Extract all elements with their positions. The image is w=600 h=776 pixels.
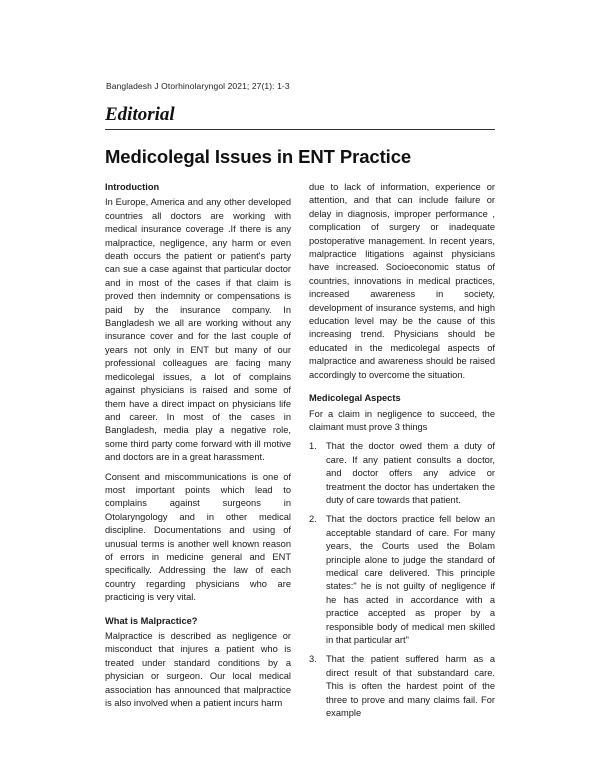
malpractice-paragraph: Malpractice is described as negligence or misconduct that injures a patient who is treated under standard conditions by a physician or surgeon. Our local medical association has announced that malpractice is also involved when a patient incurs harm bbox=[105, 631, 291, 709]
list-item-text: That the doctors practice fell below an acceptable standard of care. For many years, the Courts used the Bolam principle alone to judge the standard of medical care delivered. This principle states:" he is not guilty of negligence if he has acted in accordance with a practice accepted as proper by a responsible body of medical men skilled in that particular art" bbox=[326, 514, 495, 645]
list-item-text: That the patient suffered harm as a direct result of that substandard care. This is often the hardest point of the three to prove and many claims fail. For example bbox=[326, 654, 495, 719]
right-column bbox=[309, 181, 495, 726]
introduction-paragraph-1: In Europe, America and any other developed countries all doctors are working with medical insurance coverage .If there is any malpractice, negligence, any harm or even death occurs the patient or patient's party can sue a case against that particular doctor and in most of the cases if that claim is proved then indemnity or compensations is paid by the insurance company. In Bangladesh we all are working without any insurance cover and for the last couple of years not only in ENT but many of our professional colleagues are facing many medicolegal issues, a lot of complains against physicians is raised and some of them have a direct impact on physicians life and career. In most of the cases in Bangladesh, media play a negative role, some third party come forward with ill motive and doctors are in a great harassment. bbox=[105, 197, 291, 463]
list-item bbox=[309, 440, 495, 507]
left-column bbox=[105, 181, 291, 716]
introduction-heading: Introduction bbox=[105, 182, 160, 192]
list-item-text: That the doctor owed them a duty of care. If any patient consults a doctor, and doctor offers any advice or treatment the doctor has undertaken the duty of care towards that patient. bbox=[326, 441, 495, 505]
malpractice-continuation-paragraph: due to lack of information, experience or attention, and that can include failure or delay in diagnosis, improper performance , complication of surgery or inadequate postoperative management. In recent years, malpractice litigations against physicians have increased. Socioeconomic status of countries, innovations in medical practices, increased awareness in society, development of insurance systems, and high education level may be the cause of this increasing trend. Physicians should be educated in the medicolegal aspects of malpractice and awareness should be raised accordingly to overcome the situation. bbox=[309, 182, 495, 380]
journal-reference: Bangladesh J Otorhinolaryngol 2021; 27(1): 1-3 bbox=[106, 81, 290, 91]
list-item-number: 2. bbox=[309, 514, 317, 525]
section-label: Editorial bbox=[105, 104, 175, 125]
claim-requirements-list bbox=[309, 440, 495, 720]
article-title: Medicolegal Issues in ENT Practice bbox=[105, 146, 412, 167]
list-item bbox=[309, 513, 495, 647]
introduction-paragraph-2: Consent and miscommunications is one of most important points which lead to complains against surgeons in Otolaryngology and in other medical discipline. Documentations and using of unusual terms is another well known reason of errors in medicine general and ENT specifically. Addressing the law of each country regarding physicians who are practicing is very vital. bbox=[105, 471, 291, 603]
section-divider bbox=[105, 129, 495, 130]
list-item bbox=[309, 653, 495, 720]
medicolegal-aspects-heading: Medicolegal Aspects bbox=[309, 393, 401, 404]
list-item-number: 3. bbox=[309, 654, 317, 665]
medicolegal-aspects-intro: For a claim in negligence to succeed, the claimant must prove 3 things bbox=[309, 408, 495, 432]
malpractice-heading: What is Malpractice? bbox=[105, 615, 198, 626]
list-item-number: 1. bbox=[309, 441, 317, 452]
